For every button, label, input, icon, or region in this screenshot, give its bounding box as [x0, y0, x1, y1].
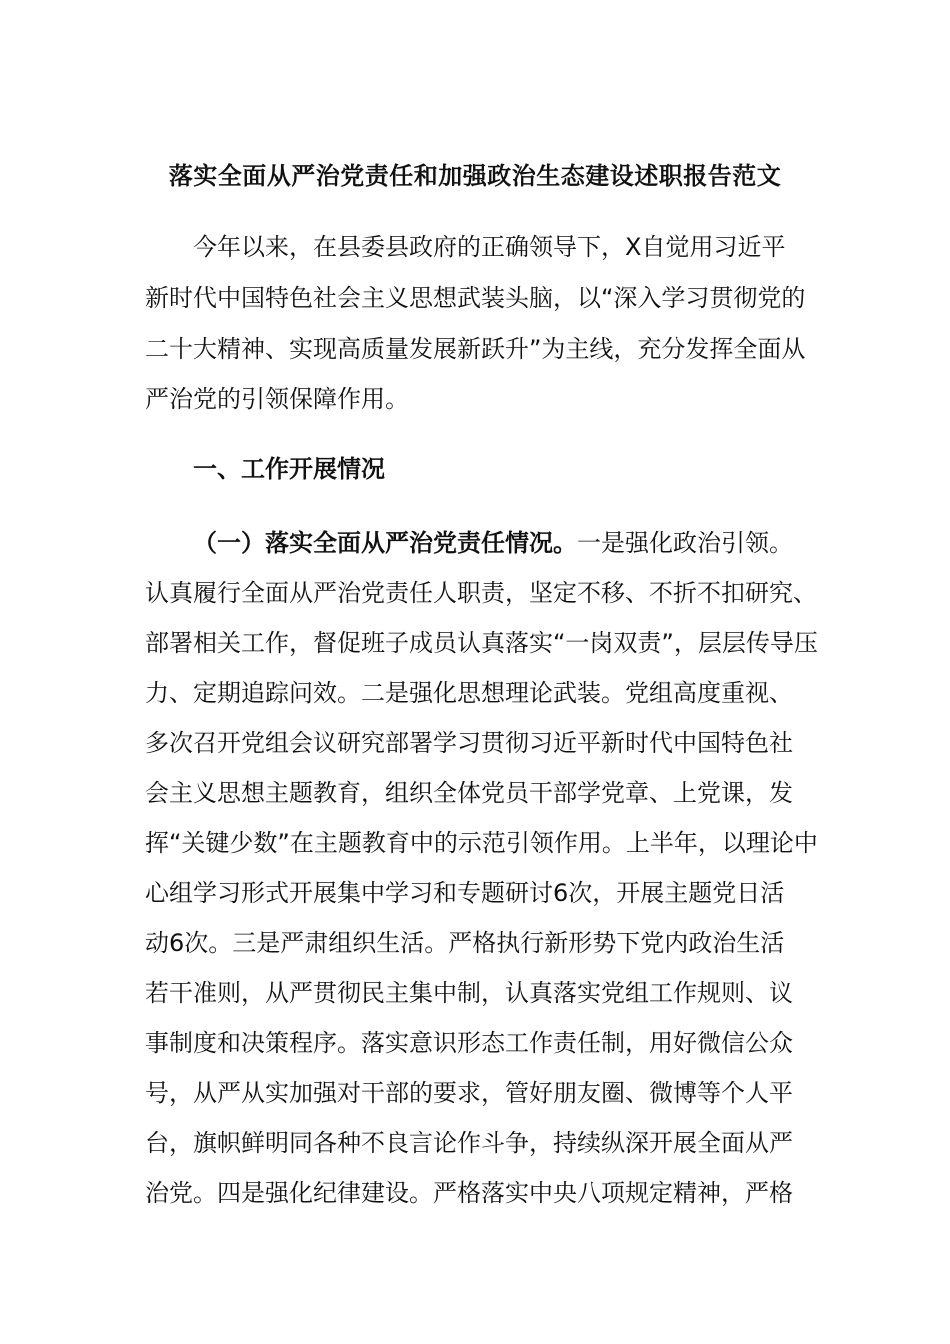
- body-line-8: 动6次。三是严肃组织生活。严格执行新形势下党内政治生活: [145, 929, 785, 957]
- subsection-heading: （一）落实全面从严治党责任情况。: [193, 529, 577, 557]
- body-line-7: 心组学习形式开展集中学习和专题研讨6次，开展主题党日活: [145, 879, 785, 907]
- body-line-2: 部署相关工作，督促班子成员认真落实“一岗双责”，层层传导压: [145, 629, 818, 657]
- body-line-13: 治党。四是强化纪律建设。严格落实中央八项规定精神，严格: [145, 1179, 793, 1207]
- subsection-first-line: [193, 526, 793, 560]
- intro-line-3: 二十大精神、实现高质量发展新跃升”为主线，充分发挥全面从: [145, 335, 806, 363]
- intro-line-2: 新时代中国特色社会主义思想武装头脑，以“深入学习贯彻党的: [145, 284, 806, 312]
- body-line-10: 事制度和决策程序。落实意识形态工作责任制，用好微信公众: [145, 1029, 793, 1057]
- body-line-4: 多次召开党组会议研究部署学习贯彻习近平新时代中国特色社: [145, 729, 793, 757]
- intro-line-1: 今年以来，在县委县政府的正确领导下，X自觉用习近平: [193, 233, 786, 261]
- body-line-11: 号，从严从实加强对干部的要求，管好朋友圈、微博等个人平: [145, 1079, 793, 1107]
- subsection-first-line-text: 一是强化政治引领。: [577, 529, 793, 557]
- body-line-9: 若干准则，从严贯彻民主集中制，认真落实党组工作规则、议: [145, 979, 793, 1007]
- document-title: 落实全面从严治党责任和加强政治生态建设述职报告范文: [168, 162, 782, 190]
- body-line-6: 挥“关键少数”在主题教育中的示范引领作用。上半年，以理论中: [145, 829, 818, 857]
- body-line-3: 力、定期追踪问效。二是强化思想理论武装。党组高度重视、: [145, 679, 793, 707]
- intro-line-4: 严治党的引领保障作用。: [145, 385, 409, 413]
- body-line-12: 台，旗帜鲜明同各种不良言论作斗争，持续纵深开展全面从严: [145, 1129, 793, 1157]
- body-line-5: 会主义思想主题教育，组织全体党员干部学党章、上党课，发: [145, 779, 793, 807]
- section-heading: 一、工作开展情况: [193, 455, 385, 483]
- body-line-1: 认真履行全面从严治党责任人职责，坚定不移、不折不扣研究、: [145, 579, 817, 607]
